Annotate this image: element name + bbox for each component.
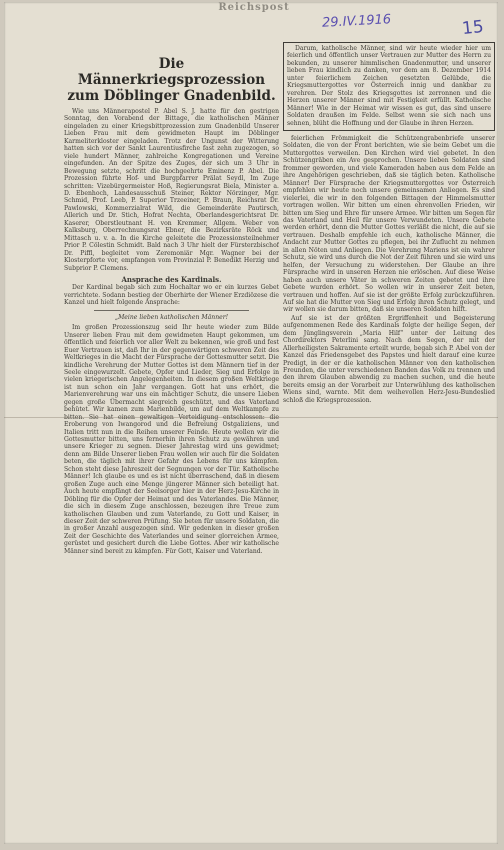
masthead: Reichspost bbox=[218, 2, 290, 13]
closing-paragraph: Auf sie ist der größten Ergriffenheit und Begeisterung aufgenommenen Rede des Kardinals folgte der heilige Segen, der dem Jünglingsverein „Maria Hilf“ unter der Leitung des Chordirektors Peterlini sang. Nach dem Segen, der mit der Allerheiligsten Sakramente erteilt wurde, begab sich P. Abel von der Kanzel das Friedensgebet des Papstes und hielt darauf eine kurze Predigt, in der er die katholischen Männer von den katholischen Freunden, die unter verschiedenen Banden das Volk zu trennen und den ihrem Glauben abwendig zu machen suchen, und die heute bereits emsig an der Vorarbeit zur Unterwühlung des katholischen Wiens sind, warnte. Mit dem weihevollen Herz-Jesu-Bundeslied schloß die Kriegsprozession. bbox=[283, 314, 495, 404]
speech-right-boxed: Darum, katholische Männer, sind wir heute wieder hier um feierlich und öffentlich unser Vertrauen zur Mutter des Herrn zu bekunden, zu unserer himmlischen Gnadenmutter, und unserer lieben Frau kindlich zu danken, vor dem am 8. Dezember 1914 unter feierlichem Zeichen gesetzten Gelübde, die Kriegsmuttergottes vor Österreich innig und dankbar zu verehren. Der Stolz des Kriegsgottes ist zerronnen und die Herzen unserer Männer sind mit Festigkeit erfüllt. Katholische Männer! Wie in der Heimat wir wissen es gut, das sind unsere Soldaten draußen im Felde. Selbst wenn sie sich nach uns sehnen, blüht die Hoffnung und der Glaube in ihren Herzen. bbox=[287, 45, 491, 127]
left-column bbox=[64, 42, 279, 838]
article-title: Die Männerkriegsprozession zum Döblinger Gnadenbild. bbox=[67, 56, 276, 104]
divider bbox=[94, 310, 249, 311]
handwritten-mark: 15 bbox=[461, 16, 485, 40]
handwritten-date: 29.IV.1916 bbox=[321, 12, 392, 31]
section-heading: Ansprache des Kardinals. bbox=[121, 274, 222, 284]
boxed-paragraph bbox=[283, 42, 495, 131]
right-column bbox=[283, 40, 495, 836]
speech-left: Im großen Prozessionszug seid Ihr heute wieder zum Bilde Unserer lieben Frau mit dem gewidmeten Haupt gekommen, um öffentlich und feierlich vor aller Welt zu bekennen, wie groß und fest Euer Vertrauen ist, daß Ihr in der gegenwärtigen schweren Zeit des Weltkrieges in die Macht der Fürsprache der Gottesmutter setzt. Die kindliche Verehrung der Mutter Gottes ist dem Männern tief in der Seele eingewurzelt. Gebete, Opfer und Lieder, Sieg und Erfolge in vielen kriegerischen Angelegenheiten. In diesem großen Weltkriege ist nun schon ein Jahr vergangen. Gott hat uns erhört, die Marienverehrung war uns ein mächtiger Schutz, die unsere Lieben gegen große Übermacht siegreich geschützt, und das Vaterland behütet. Wir kamen zum Marienbilde, um auf dem Weltkampfe zu bitten. Sie hat einen gewaltigen Verteidigung entschlossen: die Eroberung von Iwangorod und die Befreiung Ostgaliziens, und Italien tritt nun in die Reihen unserer Feinde. Heute wollen wir die Gottesmutter bitten, uns fernerhin ihren Schutz zu gewähren und unsere Krieger zu segnen. Dieser Jahrestag wird uns gewidmet; denn am Bilde Unserer lieben Frau wollen wir auch für die Soldaten beten, die täglich mit ihrer Gefahr des Lebens für uns kämpfen. Schon steht diese Jahreszeit der Segnungen vor der Tür. Katholische Männer! Ich glaube es und es ist nicht überraschend, daß in diesem großen Zuge auch eine Menge jüngerer Männer sich beteiligt hat. Auch heute empfängt der Seelsorger hier in der Herz-Jesu-Kirche in Döbling für die Opfer der Heimat und des Vaterlandes. Die Männer, die sich in diesem Zuge anschlossen, bezeugen ihre Treue zum katholischen Glauben und zum Vaterlande, zu Gott und Kaiser, in dieser Zeit der schweren Prüfung. Sie beten für unsere Soldaten, die in großer Anzahl ausgezogen sind. Wir gedenken in dieser großen Zeit der Geschichte des Vaterlandes und seiner glorreichen Armee, gerüstet und gesichert durch die Liebe Gottes. Aber wir katholische Männer sind bereit zu kämpfen. Für Gott, Kaiser und Vaterland. bbox=[64, 324, 279, 555]
speech-right: feierlichen Frömmigkeit die Schützengrabenbriefe unserer Soldaten, die von der Front berichten, wie sie beim Gebet um die Muttergottes verweilen. Den Kirchen wird viel gebetet. In den Schützengräben ein Ave gesprochen. Unsere lieben Soldaten sind frommer geworden, und viele Kameraden haben aus dem Felde an ihre Angehörigen geschrieben, daß sie täglich beten. Katholische Männer! Der Fürsprache der Kriegsmuttergottes vor Österreich empfehlen wir heute noch unsere gemeinsamen Anliegen. Es sind vielerlei, die wir in den folgenden Bittagen der Himmelsmutter vortragen wollen. Wir bitten um einen ehrenvollen Frieden, wir bitten um Sieg und Ehre für unsere Armee. Wir bitten um Segen für das Vaterland und Heil für unsere Verwundeten. Unsere Gebete werden erhört, denn die Mutter Gottes verläßt die nicht, die auf sie vertrauen. Deshalb empfehle ich euch, katholische Männer, die Andacht zur Mutter Gottes zu pflegen, bei ihr Zuflucht zu nehmen in allen Nöten und Anliegen. Die Verehrung Mariens ist ein wahrer Schutz, sie wird uns durch die Not der Zeit führen und sie wird uns helfen, der Versuchung zu widerstehen. Der Glaube an ihre Fürsprache wird in unseren Herzen nie erlöschen. Auf diese Weise haben auch unsere Väter in schweren Zeiten gebetet und ihre Gebete wurden erhört. So wollen wir in unserer Zeit beten, vertrauen und hoffen. Auf sie ist der größte Erfolg zurückzuführen. Auf sie hat die Mutter von Sieg und Erfolg ihren Schutz gelegt, und wir wollen sie darum bitten, daß sie unseren Soldaten hilft. bbox=[283, 134, 495, 314]
section-text: Der Kardinal begab sich zum Hochaltar wo er ein kurzes Gebet verrichtete. Sodann bestieg der Oberhirte der Wiener Erzdiözese die Kanzel und hielt folgende Ansprache: bbox=[64, 284, 279, 307]
article-intro: Wie uns Männerapostel P. Abel S. J. hatte für den gestrigen Sonntag, den Vorabend der Bittage, die katholischen Männer eingeladen zu einer Kriegsbittprozession zum Gnadenbild Unserer Lieben Frau mit dem gewidmeten Haupt im Döblinger Karmeliterkloster eingeladen. Trotz der Ungunst der Witterung hatten sich vor der Sankt Laurentiusfirche fast zehn zugezogen, so viele hundert Männer, zahlreiche Kongregationen und Vereine eingefunden. An der Spitze des Zuges, der sich um 3 Uhr in Bewegung setzte, schritt die hochgeehrte Eminenz P. Abel. Die Prozession führte Hof- und Burgpfarrer Prälat Seydl, Im Zuge schritten: Vizebürgermeister Hoß, Regierungsrat Biela, Minister a. D. Ebenhoch, Landesausschuß Steiner, Rektor Nörzinger, Mgr. Schmid, Prof. Leeb, P. Superior Trzeeiner, P. Braun, Reichsrat Dr. Pawlowski, Kommerzialrat Wild, die Gemeinderäte Pautirsch, Allerich und Dr. Stich, Hofrat Nechta, Oberlandesgerichtsrat Dr. Kaserer, Oberstleutnant H. von Kremmer, Allgem. Weber von Kalksburg, Oberrechnungsrat Ebner, die Bezirksräte Röck und Mittasch u. v. a. In die Kirche geleitete die Prozessionsteilnehmer Prior P. Cölestin Schmidt. Bald nach 3 Uhr hielt der Fürsterzbischof Dr. Piffl, begleitet vom Zeremoniär Mgr. Wagner bei der Klosterpforte vor, empfangen vom Provinzial P. Benedikt Herzig und Subprior P. Clemens. bbox=[64, 108, 279, 272]
newspaper-clipping bbox=[4, 2, 498, 844]
fold-line bbox=[4, 417, 498, 418]
salutation: „Meine lieben katholischen Männer! bbox=[114, 313, 229, 321]
